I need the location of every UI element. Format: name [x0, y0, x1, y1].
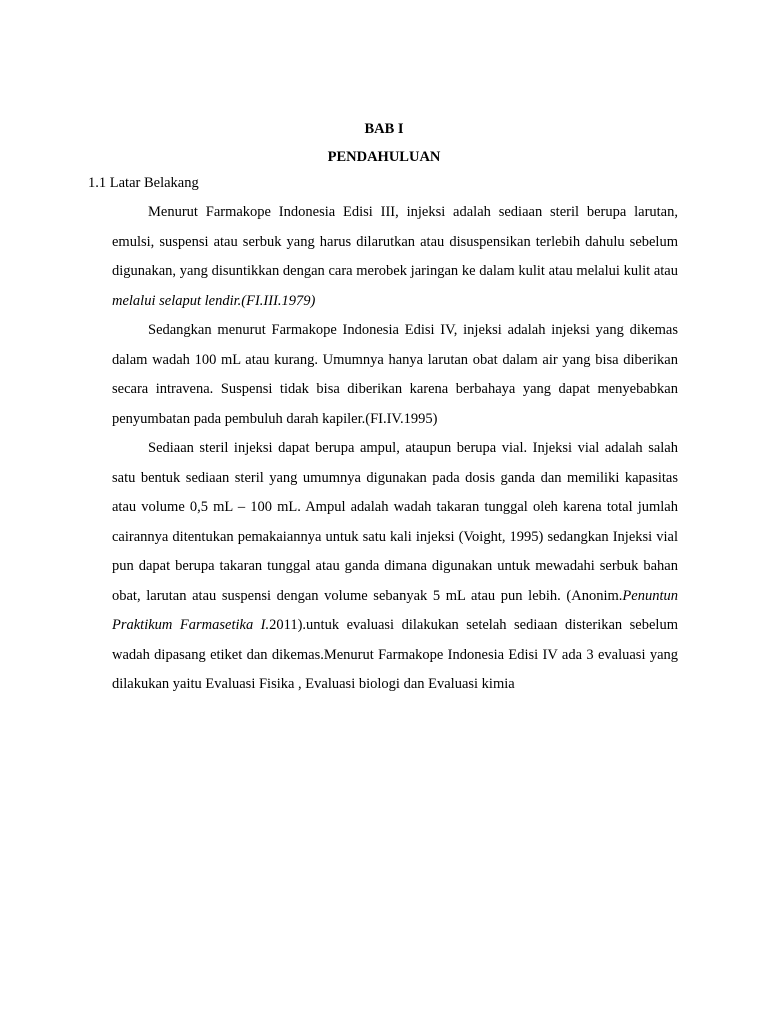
section-heading: 1.1 Latar Belakang — [88, 175, 199, 191]
paragraph-3-italic: Penuntun Praktikum Farmasetika I. — [112, 587, 678, 633]
document-body — [112, 198, 678, 700]
paragraph-1 — [112, 198, 678, 316]
chapter-title: PENDAHULUAN — [327, 149, 441, 165]
paragraph-3 — [112, 434, 678, 700]
paragraph-3-text-end: 2011).untuk evaluasi dilakukan setelah sediaan disterikan sebelum wadah dipasang etiket dan dikemas.Menurut Farmakope Indonesia Edisi IV ada 3 evaluasi yang dilakukan yaitu Evaluasi Fisika , Evaluasi biologi dan Evaluasi kimia — [112, 617, 678, 692]
paragraph-1-text: Menurut Farmakope Indonesia Edisi III, injeksi adalah sediaan steril berupa larutan, emulsi, suspensi atau serbuk yang harus dilarutkan atau disuspensikan terlebih dahulu sebelum digunakan, yang disuntikkan dengan cara merobek jaringan ke dalam kulit atau melalui kulit atau — [112, 204, 678, 279]
paragraph-2-text: Sedangkan menurut Farmakope Indonesia Edisi IV, injeksi adalah injeksi yang dikemas dalam wadah 100 mL atau kurang. Umumnya hanya larutan obat dalam air yang bisa diberikan secara intravena. Suspensi tidak bisa diberikan karena berbahaya yang dapat menyebabkan penyumbatan pada pembuluh darah kapiler.(FI.IV.1995) — [112, 322, 678, 427]
paragraph-3-text: Sediaan steril injeksi dapat berupa ampul, ataupun berupa vial. Injeksi vial adalah salah satu bentuk sediaan steril yang umumnya digunakan pada dosis ganda dan memiliki kapasitas atau volume 0,5 mL – 100 mL. Ampul adalah wadah takaran tunggal oleh karena total jumlah cairannya ditentukan pemakaiannya untuk satu kali injeksi (Voight, 1995) sedangkan Injeksi vial pun dapat berupa takaran tunggal atau ganda dimana digunakan untuk mewadahi serbuk bahan obat, larutan atau suspensi dengan volume sebanyak 5 mL atau pun lebih. (Anonim. — [112, 440, 678, 604]
chapter-number: BAB I — [364, 121, 404, 137]
paragraph-1-italic: melalui selaput lendir.(FI.III.1979) — [112, 292, 316, 309]
paragraph-2 — [112, 316, 678, 434]
